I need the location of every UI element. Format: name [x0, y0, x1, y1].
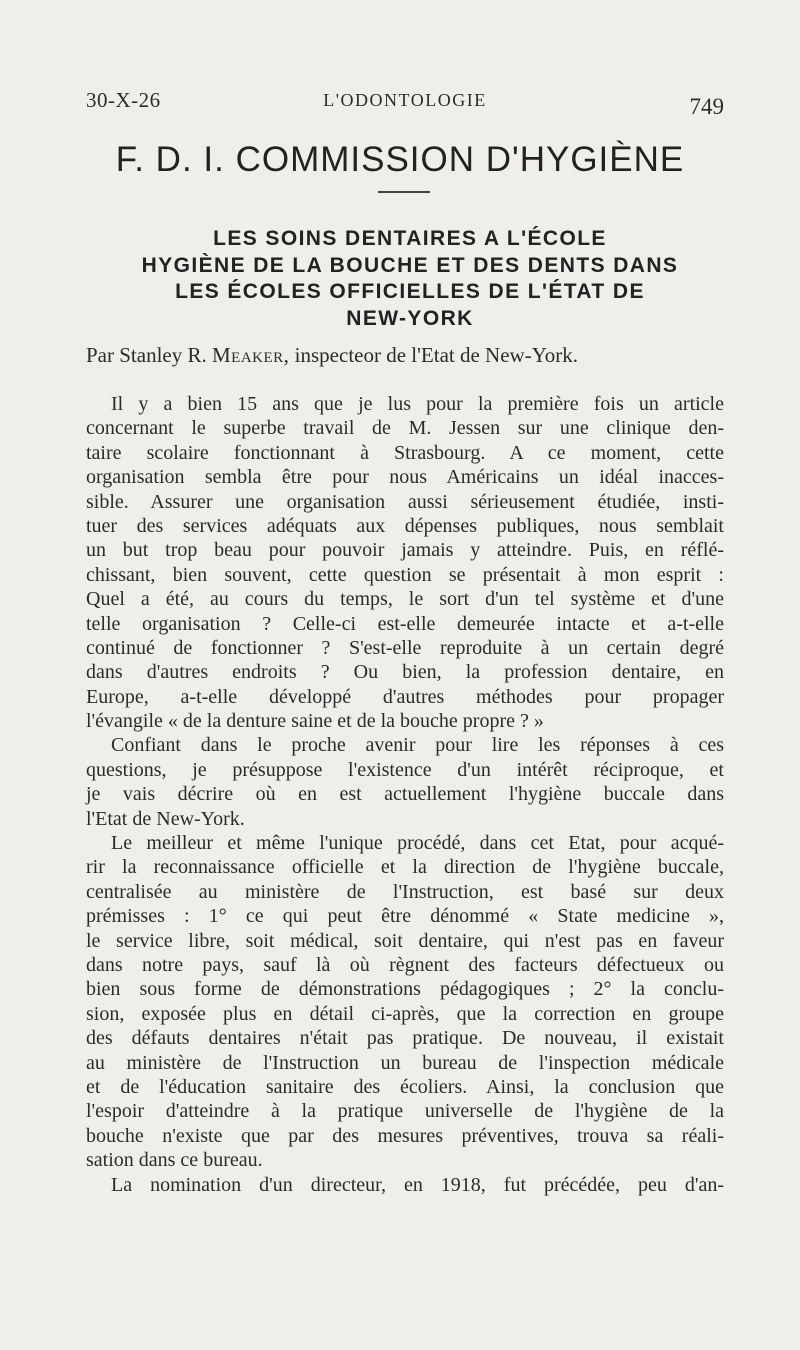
text-line: chissant, bien souvent, cette question se présentait à mon esprit : — [86, 563, 724, 586]
text-line: bien sous forme de démonstrations pédagogiques ; 2° la conclu- — [86, 978, 724, 1001]
main-title: F. D. I. COMMISSION D'HYGIÈNE — [115, 140, 685, 179]
article-body — [86, 392, 724, 1197]
page-number: 749 — [689, 94, 724, 119]
running-header — [86, 88, 724, 118]
text-line: tuer des services adéquats aux dépenses publiques, nous semblait — [86, 514, 724, 537]
text-line: le service libre, soit médical, soit dentaire, qui n'est pas en faveur — [86, 929, 724, 952]
text-line: La nomination d'un directeur, en 1918, fut précédée, peu d'an- — [111, 1173, 724, 1196]
article-subtitle — [86, 226, 734, 332]
title-divider — [378, 191, 430, 193]
text-line: Quel a été, au cours du temps, le sort d'un tel système et d'une — [86, 588, 724, 611]
text-line: centralisée au ministère de l'Instruction, est basé sur deux — [86, 880, 724, 903]
text-line: dans notre pays, sauf là où règnent des facteurs défectueux ou — [86, 953, 724, 976]
text-line: Le meilleur et même l'unique procédé, dans cet Etat, pour acqué- — [111, 832, 724, 855]
text-line: au ministère de l'Instruction un bureau de l'inspection médicale — [86, 1051, 724, 1074]
text-line: concernant le superbe travail de M. Jessen sur une clinique den- — [86, 417, 724, 440]
text-line: l'Etat de New-York. — [86, 807, 245, 830]
text-line: questions, je présuppose l'existence d'un intérêt réciproque, et — [86, 758, 724, 781]
text-line: organisation sembla être pour nous Américains un idéal inacces- — [86, 466, 724, 489]
subtitle-line: LES SOINS DENTAIRES A L'ÉCOLE — [213, 227, 607, 250]
subtitle-line: LES ÉCOLES OFFICIELLES DE L'ÉTAT DE — [175, 280, 645, 303]
text-line: l'espoir d'atteindre à la pratique universelle de l'hygiène de la — [86, 1100, 724, 1123]
subtitle-line: HYGIÈNE DE LA BOUCHE ET DES DENTS DANS — [141, 253, 679, 277]
text-line: un but trop beau pour pouvoir jamais y atteindre. Puis, en réflé- — [86, 539, 724, 562]
text-line: sible. Assurer une organisation aussi sérieusement étudiée, insti- — [86, 490, 724, 513]
text-line: et de l'éducation sanitaire des écoliers. Ainsi, la conclusion que — [86, 1075, 724, 1098]
text-line: prémisses : 1° ce qui peut être dénommé « State medicine », — [86, 905, 724, 928]
text-line: continué de fonctionner ? S'est-elle reproduite à un certain degré — [86, 636, 724, 659]
journal-name: L'ODONTOLOGIE — [323, 90, 487, 110]
text-line: telle organisation ? Celle-ci est-elle demeurée intacte et a-t-elle — [86, 612, 724, 635]
text-line: l'évangile « de la denture saine et de la bouche propre ? » — [86, 710, 544, 733]
author-name: Meaker, — [212, 343, 290, 367]
text-line: Il y a bien 15 ans que je lus pour la première fois un article — [111, 393, 724, 415]
text-line: sation dans ce bureau. — [86, 1149, 263, 1172]
byline-prefix: Par Stanley R. — [86, 343, 207, 367]
text-line: je vais décrire où en est actuellement l'hygiène buccale dans — [86, 783, 724, 806]
issue-date: 30-X-26 — [86, 88, 161, 112]
subtitle-line: NEW-YORK — [346, 306, 474, 330]
text-line: rir la reconnaissance officielle et la direction de l'hygiène buccale, — [86, 856, 724, 879]
text-line: Confiant dans le proche avenir pour lire les réponses à ces — [111, 734, 724, 757]
text-line: dans d'autres endroits ? Ou bien, la profession dentaire, en — [86, 661, 724, 684]
byline-suffix: inspecteor de l'Etat de New-York. — [294, 343, 578, 367]
text-line: des défauts dentaires n'était pas pratique. De nouveau, il existait — [86, 1027, 724, 1050]
text-line: taire scolaire fonctionnant à Strasbourg. A ce moment, cette — [86, 441, 724, 464]
text-line: bouche n'existe que par des mesures préventives, trouva sa réali- — [86, 1124, 724, 1147]
text-line: sion, exposée plus en détail ci-après, que la correction en groupe — [86, 1002, 724, 1025]
text-line: Europe, a-t-elle développé d'autres méthodes pour propager — [86, 685, 724, 708]
byline — [86, 343, 726, 368]
